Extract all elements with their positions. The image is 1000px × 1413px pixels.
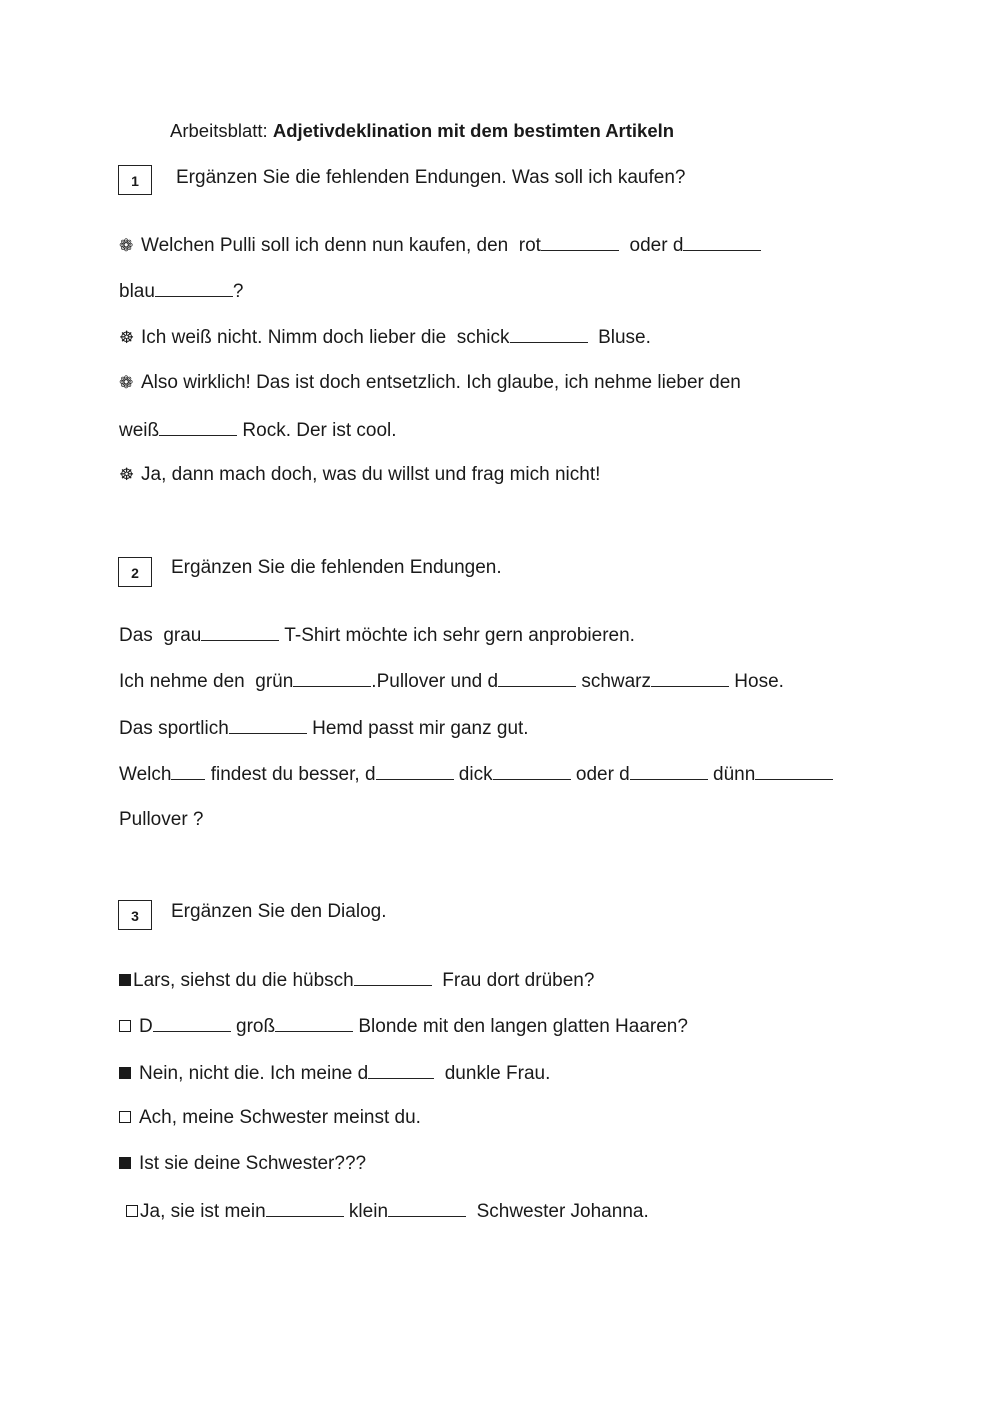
ex1-line-1 [119, 233, 761, 257]
ex3-line-3 [119, 1061, 550, 1085]
ex2-line-5 [119, 809, 204, 831]
empty-square-icon [126, 1205, 138, 1217]
ex2-line-4 [119, 762, 833, 786]
ex3-line-3-text-a: Nein, nicht die. Ich meine d [139, 1063, 369, 1084]
blank-field[interactable] [354, 968, 432, 986]
ex1-line-6-text-a: Ja, dann mach doch, was du willst und frag mich nicht! [141, 464, 601, 485]
ex1-line-3-text-b: Bluse. [587, 327, 651, 348]
ex1-line-6 [119, 464, 600, 486]
blank-field[interactable] [630, 762, 708, 780]
ex2-line-5-text-a: Pullover ? [119, 809, 204, 830]
ex1-line-3-text-a: Ich weiß nicht. Nimm doch lieber die schick [141, 327, 510, 348]
ex1-line-4 [119, 372, 741, 394]
ex2-line-3 [119, 716, 529, 740]
ex1-line-2-text-b: ? [232, 281, 244, 302]
ex3-line-1 [119, 968, 594, 992]
ex2-line-2-text-b: .Pullover und d [371, 671, 499, 692]
ex2-line-3-text-a: Das sportlich [119, 718, 229, 739]
blank-field[interactable] [293, 669, 371, 687]
ex3-line-1-text-a: Lars, siehst du die hübsch [133, 970, 354, 991]
title-main: Adjetivdeklination mit dem bestimten Artikeln [272, 120, 675, 141]
exercise-3-instruction: Ergänzen Sie den Dialog. [171, 901, 387, 922]
ex1-line-1-text-a: Welchen Pulli soll ich denn nun kaufen, den rot [141, 235, 541, 256]
wheel-icon: ☸ [119, 328, 135, 347]
ex2-line-1-text-a: Das grau [119, 625, 202, 646]
blank-field[interactable] [388, 1199, 466, 1217]
ex3-line-5-text-a: Ist sie deine Schwester??? [139, 1153, 367, 1174]
ex2-line-2-text-c: schwarz [576, 671, 652, 692]
ex1-line-1-text-b: oder d [618, 235, 684, 256]
ex3-line-1-text-b: Frau dort drüben? [431, 970, 595, 991]
ex2-line-2-text-d: Hose. [729, 671, 784, 692]
blank-field[interactable] [155, 279, 233, 297]
ex2-line-1-text-b: T-Shirt möchte ich sehr gern anprobieren. [279, 625, 635, 646]
ex1-line-2 [119, 279, 244, 303]
blank-field[interactable] [498, 669, 576, 687]
exercise-3-number: 3 [131, 908, 139, 924]
exercise-2-number: 2 [131, 565, 139, 581]
ex1-line-2-text-a: blau [119, 281, 155, 302]
blank-field[interactable] [229, 716, 307, 734]
exercise-1-number-box [118, 165, 152, 195]
empty-square-icon [119, 1111, 131, 1123]
exercise-2-number-box [118, 557, 152, 587]
ex3-line-3-text-b: dunkle Frau. [434, 1063, 551, 1084]
blank-field[interactable] [755, 762, 833, 780]
blank-field[interactable] [201, 623, 279, 641]
blank-field[interactable] [368, 1061, 434, 1079]
ex3-line-4-text-a: Ach, meine Schwester meinst du. [139, 1107, 421, 1128]
ex2-line-4-text-c: dick [453, 764, 493, 785]
filled-square-icon [119, 1067, 131, 1079]
ex2-line-4-text-e: dünn [707, 764, 756, 785]
blank-field[interactable] [275, 1014, 353, 1032]
ex1-line-4-text-a: Also wirklich! Das ist doch entsetzlich. Ich glaube, ich nehme lieber den [141, 372, 741, 393]
blank-field[interactable] [376, 762, 454, 780]
ex2-line-4-text-b: findest du besser, d [205, 764, 376, 785]
ex1-line-5 [119, 418, 397, 442]
filled-square-icon [119, 974, 131, 986]
title-prefix: Arbeitsblatt: [170, 120, 268, 141]
ex3-line-6-text-c: Schwester Johanna. [466, 1201, 649, 1222]
ex3-line-2 [119, 1014, 688, 1038]
ex2-line-3-text-b: Hemd passt mir ganz gut. [306, 718, 529, 739]
ex1-line-5-text-a: weiß [119, 420, 160, 441]
ex2-line-1 [119, 623, 635, 647]
ex3-line-2-text-b: groß [230, 1016, 276, 1037]
ex3-line-5 [119, 1153, 366, 1175]
exercise-2-instruction: Ergänzen Sie die fehlenden Endungen. [171, 557, 502, 578]
blank-field[interactable] [510, 325, 588, 343]
blank-field[interactable] [651, 669, 729, 687]
ex1-line-3 [119, 325, 651, 349]
blank-field[interactable] [541, 233, 619, 251]
wheel-icon: ☸ [119, 465, 135, 484]
ex3-line-2-text-a: D [139, 1016, 153, 1037]
exercise-1-number: 1 [131, 173, 139, 189]
flower-icon: ❁ [119, 373, 134, 392]
flower-icon: ❁ [119, 236, 134, 255]
blank-field[interactable] [493, 762, 571, 780]
ex3-line-6-text-a: Ja, sie ist mein [140, 1201, 266, 1222]
exercise-3-number-box [118, 900, 152, 930]
ex2-line-2-text-a: Ich nehme den grün [119, 671, 294, 692]
ex2-line-2 [119, 669, 784, 693]
exercise-1-instruction: Ergänzen Sie die fehlenden Endungen. Was soll ich kaufen? [176, 167, 686, 188]
blank-field[interactable] [171, 762, 205, 780]
ex2-line-4-text-d: oder d [570, 764, 630, 785]
blank-field[interactable] [683, 233, 761, 251]
blank-field[interactable] [159, 418, 237, 436]
ex2-line-4-text-a: Welch [119, 764, 172, 785]
filled-square-icon [119, 1157, 131, 1169]
ex1-line-5-text-b: Rock. Der ist cool. [237, 420, 397, 441]
ex3-line-6 [126, 1199, 649, 1223]
ex3-line-4 [119, 1107, 421, 1129]
blank-field[interactable] [153, 1014, 231, 1032]
empty-square-icon [119, 1020, 131, 1032]
ex3-line-2-text-c: Blonde mit den langen glatten Haaren? [353, 1016, 688, 1037]
blank-field[interactable] [266, 1199, 344, 1217]
worksheet-title [170, 120, 674, 142]
ex3-line-6-text-b: klein [343, 1201, 389, 1222]
